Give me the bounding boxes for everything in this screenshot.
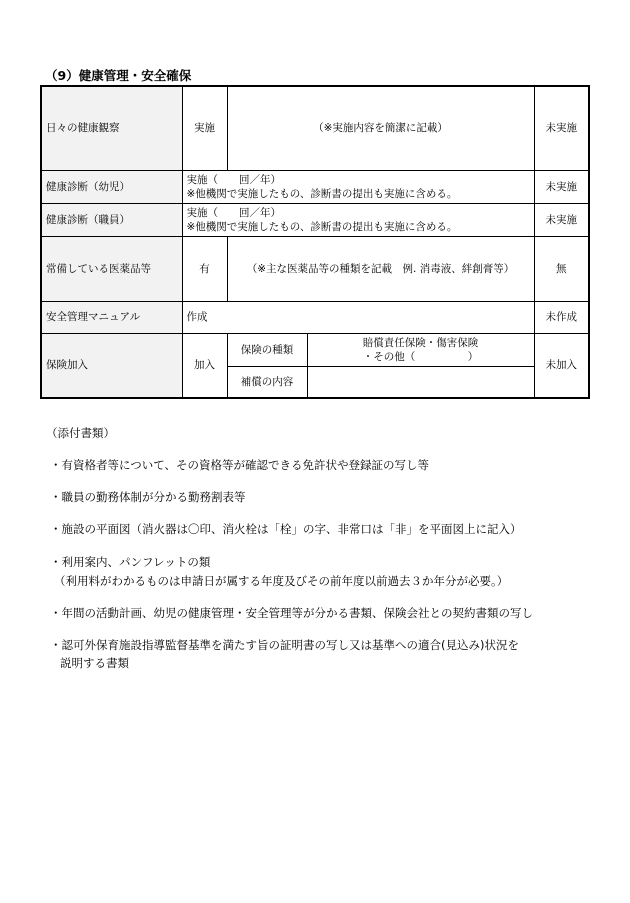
daily-health-status[interactable]: 実施 bbox=[182, 86, 227, 170]
checkup-child-note: ※他機関で実施したもの、診断書の提出も実施に含める。 bbox=[186, 187, 458, 200]
attachment-item: ・施設の平面図（消火器は〇印、消火栓は「栓」の字、非常口は「非」を平面図上に記入） bbox=[50, 522, 522, 536]
daily-health-label: 日々の健康観察 bbox=[41, 86, 182, 170]
attachment-item: ・利用案内、パンフレットの類 bbox=[50, 555, 211, 569]
medicine-note[interactable] bbox=[227, 236, 534, 301]
row-insurance-type bbox=[41, 333, 589, 366]
insurance-not-joined[interactable]: 未加入 bbox=[534, 333, 589, 398]
health-safety-table bbox=[40, 85, 590, 399]
medicine-note-text: （※主な医薬品等の種類を記載 例. 消毒液、絆創膏等） bbox=[246, 262, 515, 275]
daily-health-note[interactable] bbox=[227, 86, 534, 170]
checkup-staff-detail[interactable] bbox=[182, 203, 534, 236]
safety-manual-status[interactable]: 作成 bbox=[182, 301, 534, 333]
attachment-item-cont: 説明する書類 bbox=[60, 656, 129, 670]
checkup-staff-label: 健康診断（職員） bbox=[41, 203, 182, 236]
daily-health-note-text: （※実施内容を簡潔に記載） bbox=[313, 122, 448, 135]
safety-manual-label: 安全管理マニュアル bbox=[41, 301, 182, 333]
checkup-staff-count: 実施（ 回／年） bbox=[186, 206, 281, 219]
attachment-subnote: （利用料がわかるものは申請日が属する年度及びその前年度以前過去３か年分が必要。） bbox=[54, 574, 509, 588]
medicine-status[interactable]: 有 bbox=[182, 236, 227, 301]
attachment-item: ・年間の活動計画、幼児の健康管理・安全管理等が分かる書類、保険会社との契約書類の写し bbox=[50, 606, 533, 620]
row-medicine bbox=[41, 236, 589, 301]
attachment-item: ・職員の勤務体制が分かる勤務割表等 bbox=[50, 490, 246, 504]
row-checkup-staff bbox=[41, 203, 589, 236]
insurance-type-line2: ・その他（ ） bbox=[362, 350, 479, 363]
checkup-staff-note: ※他機関で実施したもの、診断書の提出も実施に含める。 bbox=[186, 220, 458, 233]
checkup-child-label: 健康診断（幼児） bbox=[41, 170, 182, 203]
row-checkup-child bbox=[41, 170, 589, 203]
insurance-type-line1: 賠償責任保険・傷害保険 bbox=[362, 336, 479, 349]
checkup-staff-not-done[interactable]: 未実施 bbox=[534, 203, 589, 236]
row-daily-health bbox=[41, 86, 589, 170]
insurance-type-label: 保険の種類 bbox=[227, 333, 307, 366]
insurance-type-value[interactable] bbox=[307, 333, 534, 366]
insurance-coverage-value[interactable] bbox=[307, 366, 534, 398]
medicine-label: 常備している医薬品等 bbox=[41, 236, 182, 301]
insurance-status[interactable]: 加入 bbox=[182, 333, 227, 398]
attachment-item: ・有資格者等について、その資格等が確認できる免許状や登録証の写し等 bbox=[50, 458, 430, 472]
daily-health-not-done[interactable]: 未実施 bbox=[534, 86, 589, 170]
medicine-none[interactable]: 無 bbox=[534, 236, 589, 301]
row-safety-manual bbox=[41, 301, 589, 333]
attachment-item: ・認可外保育施設指導監督基準を満たす旨の証明書の写し又は基準への適合(見込み)状況を bbox=[50, 638, 519, 652]
insurance-label: 保険加入 bbox=[41, 333, 182, 398]
checkup-child-count: 実施（ 回／年） bbox=[186, 173, 281, 186]
attachments-heading: （添付書類） bbox=[46, 426, 115, 440]
safety-manual-not-created[interactable]: 未作成 bbox=[534, 301, 589, 333]
section-title: （9）健康管理・安全確保 bbox=[45, 68, 192, 83]
insurance-coverage-label: 補償の内容 bbox=[227, 366, 307, 398]
checkup-child-not-done[interactable]: 未実施 bbox=[534, 170, 589, 203]
checkup-child-detail[interactable] bbox=[182, 170, 534, 203]
